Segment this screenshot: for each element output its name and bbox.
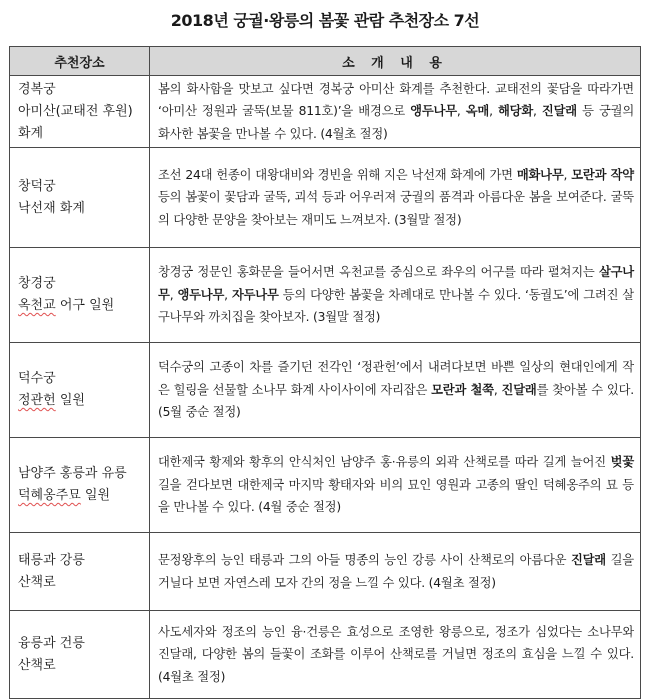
header-content: 소 개 내 용 (150, 47, 641, 76)
flower-name: 앵두나무 (177, 287, 225, 302)
flower-name: 살구나무 (158, 265, 634, 302)
place-text: 경복궁 (18, 81, 56, 97)
place-text: 아미산(교태전 후원) (18, 103, 133, 119)
flower-name: 벚꽃 (610, 455, 634, 470)
description-cell (150, 148, 641, 248)
description-text: 봄의 화사함을 맛보고 싶다면 경복궁 아미산 화계를 추천한다. 교태전의 꽃담을 따라가면 ‘아미산 정원과 굴뚝(보물 811호)’을 배경으로 (158, 81, 634, 119)
place-cell (10, 533, 150, 611)
table-row (10, 148, 641, 248)
description-text: , (493, 382, 502, 397)
place-text: 덕수궁 (18, 371, 56, 386)
place-text: 일원 (55, 393, 85, 408)
description-text: 덕수궁의 고종이 차를 즐기던 전각인 ‘정관헌’에서 내려다보면 바쁜 일상의 현대인에게 작은 힐링을 선물할 소나무 화계 사이사이에 자리잡은 (158, 360, 634, 397)
place-cell (10, 611, 150, 699)
flower-name: 매화나무 (516, 167, 564, 182)
page-title: 2018년 궁궐·왕릉의 봄꽃 관람 추천장소 7선 (170, 11, 480, 30)
place-cell (10, 438, 150, 533)
description-text: 등의 봄꽃이 꽃담과 굴뚝, 괴석 등과 어우러져 궁궐의 품격과 아름다운 봄을 보여준다. 굴뚝의 다양한 문양을 찾아보는 재미도 느껴보자. (3월말 절정) (158, 190, 634, 227)
table-row (10, 343, 641, 438)
description-text: 조선 24대 헌종이 대왕대비와 경빈을 위해 지은 낙선재 화계에 가면 (158, 167, 517, 182)
table-row (10, 438, 641, 533)
table-row (10, 248, 641, 343)
description-text: 사도세자와 정조의 능인 융·건릉은 효성으로 조영한 왕릉으로, 정조가 심었다는 소나무와 진달래, 다양한 봄의 들꽃이 조화를 이루어 산책로를 거닐면 정조의 효심을 느낄 수 있다. (4월초 절정) (158, 624, 634, 684)
place-text: 산책로 (18, 657, 56, 673)
description-text: , (489, 104, 498, 119)
table-row (10, 611, 641, 699)
description-cell (150, 248, 641, 343)
flower-name: 모란과 작약 (571, 167, 634, 182)
place-text: 화계 (18, 125, 44, 141)
place-text: 어구 일원 (55, 298, 115, 313)
description-text: , (563, 167, 572, 182)
flower-name: 해당화 (497, 104, 534, 119)
description-text: 대한제국 황제와 황후의 안식처인 남양주 홍·유릉의 외곽 산책로를 따라 길게 늘어진 (158, 455, 611, 470)
place-cell (10, 343, 150, 438)
description-text: , (533, 104, 542, 119)
place-text: 산책로 (18, 574, 56, 590)
table-header-row (10, 47, 641, 76)
description-text: , (456, 104, 466, 119)
flower-name: 자두나무 (231, 287, 279, 302)
flower-name: 모란과 철쭉 (431, 382, 494, 397)
description-text: , (169, 287, 178, 302)
place-text: 창덕궁 (18, 178, 56, 194)
description-text: 문정왕후의 능인 태릉과 그의 아들 명종의 능인 강릉 사이 산책로의 아름다운 (158, 553, 571, 567)
description-text: 길을 걷다보면 대한제국 마지막 황태자와 비의 묘인 영원과 고종의 딸인 덕혜옹주의 묘 등을 만나볼 수 있다. (4월 중순 절정) (158, 477, 634, 515)
description-text: 창경궁 정문인 홍화문을 들어서면 옥천교를 중심으로 좌우의 어구를 따라 펼쳐지는 (158, 265, 599, 280)
description-cell (150, 611, 641, 699)
table-row (10, 76, 641, 148)
description-cell (150, 533, 641, 611)
place-text: 융릉과 건릉 (18, 635, 85, 651)
flower-name: 진달래 (501, 382, 537, 397)
flower-name: 옥매 (465, 104, 490, 119)
place-text: 태릉과 강릉 (18, 552, 85, 568)
place-text: 창경궁 (18, 276, 56, 291)
flower-name: 진달래 (570, 553, 606, 567)
place-text: 남양주 홍릉과 유릉 (18, 466, 127, 481)
place-text: 일원 (80, 488, 111, 503)
recommendation-table (9, 46, 641, 699)
description-cell (150, 438, 641, 533)
place-text: 정관헌 (18, 393, 56, 408)
flower-name: 진달래 (541, 104, 577, 119)
description-cell (150, 76, 641, 148)
description-cell (150, 343, 641, 438)
table-row (10, 533, 641, 611)
place-text: 낙선재 화계 (18, 200, 85, 216)
header-place: 추천장소 (10, 47, 150, 76)
place-cell (10, 148, 150, 248)
description-text: , (224, 287, 232, 302)
description-text: 등 궁궐의 화사한 봄꽃을 만나볼 수 있다. (4월초 절정) (158, 104, 634, 141)
place-cell (10, 76, 150, 148)
place-text: 옥천교 (18, 298, 56, 313)
description-text: 등의 다양한 봄꽃을 차례대로 만나볼 수 있다. ‘동궐도’에 그려진 살구나무와 까치집을 찾아보자. (3월말 절정) (158, 287, 634, 325)
description-text: 길을 거닐다 보면 자연스레 모자 간의 정을 느낄 수 있다. (4월초 절정) (158, 553, 634, 590)
place-cell (10, 248, 150, 343)
flower-name: 앵두나무 (410, 104, 457, 119)
description-text: 를 찾아볼 수 있다. (5월 중순 절정) (158, 382, 634, 420)
place-text: 덕혜옹주묘 (18, 488, 81, 503)
